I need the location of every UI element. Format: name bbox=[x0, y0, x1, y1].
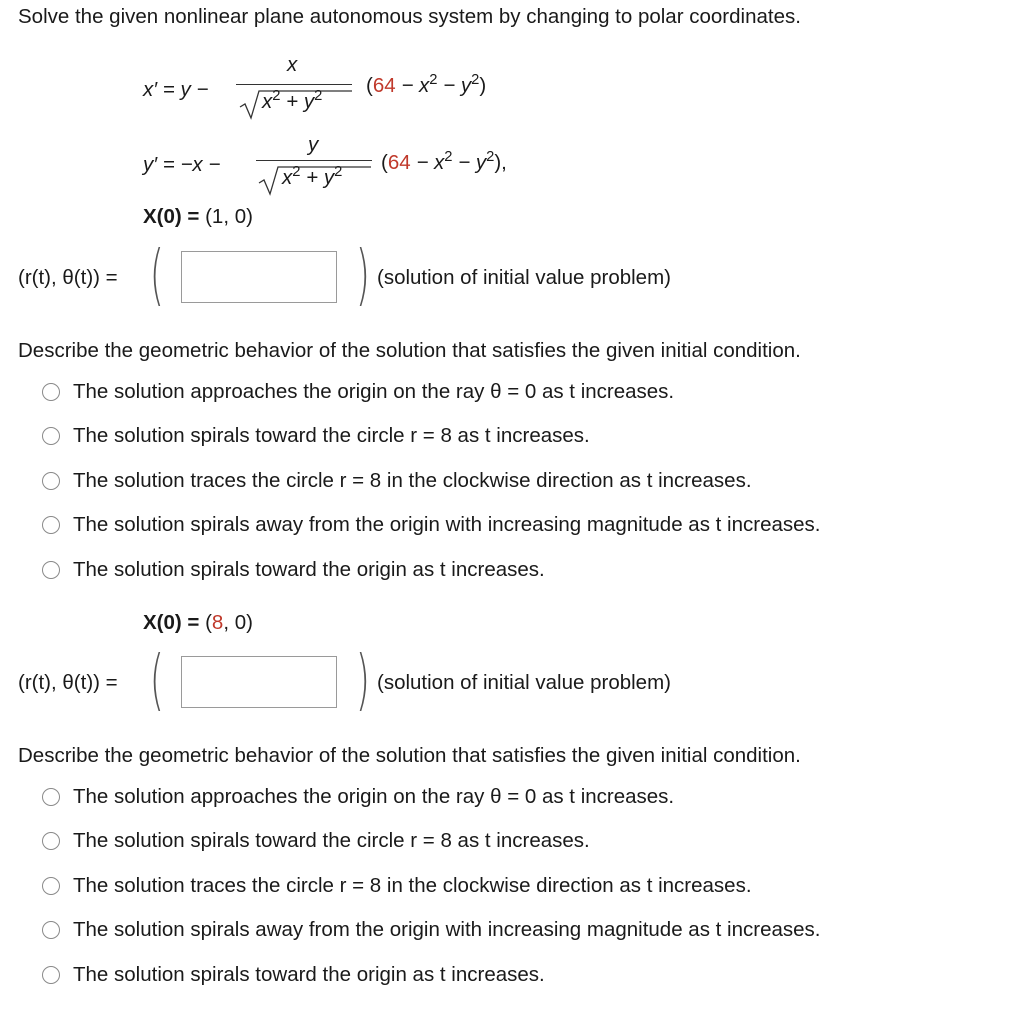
radio-button[interactable] bbox=[42, 877, 60, 895]
describe-prompt-1: Describe the geometric behavior of the solution that satisfies the given initial condition. bbox=[18, 339, 801, 362]
option-label: The solution traces the circle r = 8 in the clockwise direction as t increases. bbox=[73, 874, 752, 897]
option-label: The solution approaches the origin on the ray θ = 0 as t increases. bbox=[73, 785, 675, 808]
eq2-fraction-bar bbox=[256, 160, 372, 161]
option-2-4[interactable] bbox=[42, 915, 820, 945]
radio-button[interactable] bbox=[42, 832, 60, 850]
option-label: The solution spirals away from the origin with increasing magnitude as t increases. bbox=[73, 918, 821, 941]
radio-button[interactable] bbox=[42, 966, 60, 984]
option-2-3[interactable] bbox=[42, 871, 752, 901]
option-label: The solution spirals toward the origin as t increases. bbox=[73, 558, 545, 581]
initial-condition-2: X(0) = (8, 0) bbox=[143, 611, 253, 634]
eq1-lhs: x′ = y − bbox=[143, 78, 209, 101]
radio-button[interactable] bbox=[42, 383, 60, 401]
describe-prompt-2: Describe the geometric behavior of the solution that satisfies the given initial condition. bbox=[18, 744, 801, 767]
answer-note-2: (solution of initial value problem) bbox=[377, 671, 671, 694]
eq2-denominator: $x^2 + y^2$ bbox=[282, 163, 343, 189]
radio-button[interactable] bbox=[42, 921, 60, 939]
option-label: The solution spirals toward the origin as t increases. bbox=[73, 963, 545, 986]
option-label: The solution approaches the origin on the ray θ = 0 as t increases. bbox=[73, 380, 675, 403]
option-label: The solution spirals toward the circle r = 8 as t increases. bbox=[73, 424, 590, 447]
radio-button[interactable] bbox=[42, 516, 60, 534]
radio-button[interactable] bbox=[42, 427, 60, 445]
eq2-lhs: y′ = −x − bbox=[143, 153, 221, 176]
option-1-2[interactable] bbox=[42, 421, 590, 451]
option-label: The solution spirals away from the origin with increasing magnitude as t increases. bbox=[73, 513, 821, 536]
eq1-denominator: $x^2 + y^2$ bbox=[262, 87, 323, 113]
option-label: The solution spirals toward the circle r = 8 as t increases. bbox=[73, 829, 590, 852]
option-1-5[interactable] bbox=[42, 555, 545, 585]
eq2-numerator: y bbox=[308, 133, 319, 156]
answer-input-1[interactable] bbox=[181, 251, 337, 303]
option-1-1[interactable] bbox=[42, 377, 674, 407]
answer-label-2: (r(t), θ(t)) = bbox=[18, 671, 118, 694]
radio-button[interactable] bbox=[42, 561, 60, 579]
radio-button[interactable] bbox=[42, 472, 60, 490]
answer-label-1: (r(t), θ(t)) = bbox=[18, 266, 118, 289]
eq2-factor: $(64 - x^2 - y^2)$, bbox=[381, 148, 507, 174]
option-2-5[interactable] bbox=[42, 960, 545, 990]
answer-open-paren-2: ( bbox=[149, 641, 164, 718]
problem-prompt: Solve the given nonlinear plane autonomous system by changing to polar coordinates. bbox=[18, 5, 801, 28]
option-1-4[interactable] bbox=[42, 510, 820, 540]
eq1-fraction-bar bbox=[236, 84, 352, 85]
eq1-numerator: x bbox=[287, 53, 298, 76]
radio-button[interactable] bbox=[42, 788, 60, 806]
answer-input-2[interactable] bbox=[181, 656, 337, 708]
answer-close-paren-1: ) bbox=[355, 236, 370, 313]
option-2-2[interactable] bbox=[42, 826, 590, 856]
answer-close-paren-2: ) bbox=[355, 641, 370, 718]
answer-open-paren-1: ( bbox=[149, 236, 164, 313]
eq1-factor: $(64 - x^2 - y^2)$ bbox=[366, 71, 487, 97]
option-2-1[interactable] bbox=[42, 782, 674, 812]
answer-note-1: (solution of initial value problem) bbox=[377, 266, 671, 289]
initial-condition-1: X(0) = (1, 0) bbox=[143, 205, 253, 228]
option-label: The solution traces the circle r = 8 in the clockwise direction as t increases. bbox=[73, 469, 752, 492]
option-1-3[interactable] bbox=[42, 466, 752, 496]
